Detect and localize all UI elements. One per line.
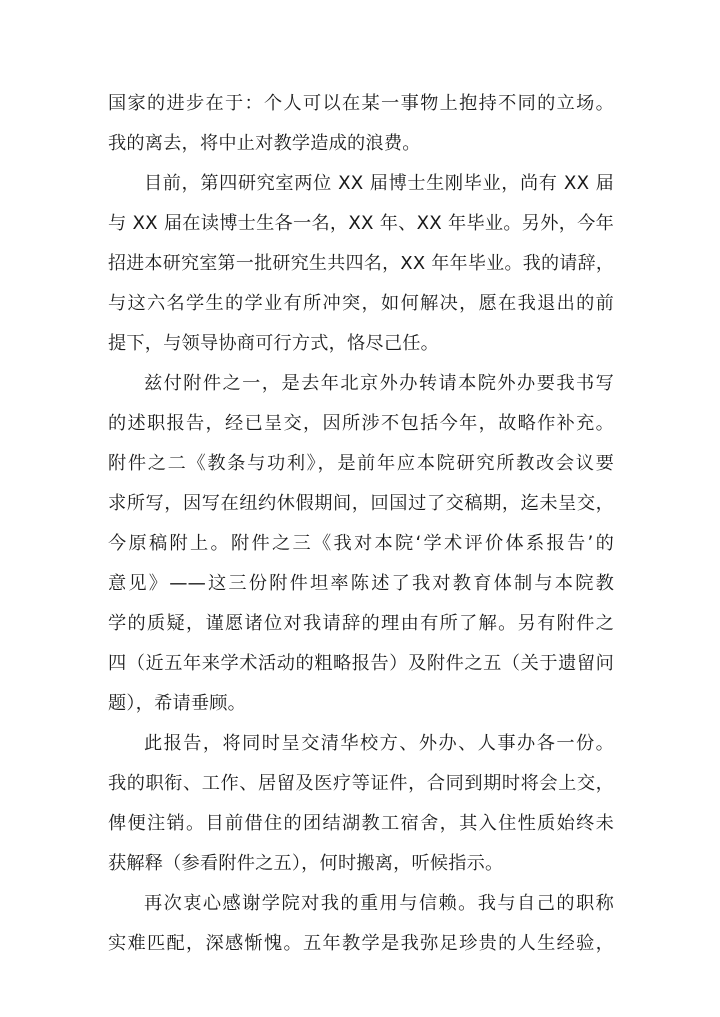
text-line: 的述职报告，经已呈交，因所涉不包括今年，故略作补充。 — [108, 413, 614, 434]
text-line: 附件之二《教条与功利》，是前年应本院研究所教改会议要 — [108, 453, 614, 474]
text-line: 与这六名学生的学业有所冲突，如何解决，愿在我退出的前 — [108, 293, 614, 314]
text-line: 与 XX 届在读博士生各一名，XX 年、XX 年毕业。另外，今年 — [108, 213, 614, 234]
text-line: 国家的进步在于：个人可以在某一事物上抱持不同的立场。 — [108, 93, 614, 114]
text-line: 获解释（参看附件之五），何时搬离，听候指示。 — [108, 853, 504, 874]
text-line: 提下，与领导协商可行方式，恪尽己任。 — [108, 333, 439, 354]
text-line: 我的职衔、工作、居留及医疗等证件，合同到期时将会上交， — [108, 773, 614, 794]
text-line: 今原稿附上。附件之三《我对本院‘学术评价体系报告’的 — [108, 533, 614, 554]
text-line: 招进本研究室第一批研究生共四名，XX 年年毕业。我的请辞， — [108, 253, 614, 274]
text-line: 实难匹配，深感惭愧。五年教学是我弥足珍贵的人生经验， — [108, 933, 614, 954]
text-line: 目前，第四研究室两位 XX 届博士生刚毕业，尚有 XX 届 — [144, 173, 614, 194]
text-line: 学的质疑，谨愿诸位对我请辞的理由有所了解。另有附件之 — [108, 613, 614, 634]
text-line: 俾便注销。目前借住的团结湖教工宿舍，其入住性质始终未 — [108, 813, 614, 834]
text-line: 题），希请垂顾。 — [108, 693, 247, 714]
text-line: 求所写，因写在纽约休假期间，回国过了交稿期，迄未呈交， — [108, 493, 614, 514]
text-line: 此报告，将同时呈交清华校方、外办、人事办各一份。 — [144, 733, 614, 754]
text-line: 兹付附件之一，是去年北京外办转请本院外办要我书写 — [144, 373, 614, 394]
text-line: 再次衷心感谢学院对我的重用与信赖。我与自己的职称 — [144, 893, 614, 914]
text-line: 意见》——这三份附件坦率陈述了我对教育体制与本院教 — [108, 573, 614, 594]
text-line: 我的离去，将中止对教学造成的浪费。 — [108, 133, 421, 154]
text-line: 四（近五年来学术活动的粗略报告）及附件之五（关于遗留问 — [108, 653, 614, 674]
